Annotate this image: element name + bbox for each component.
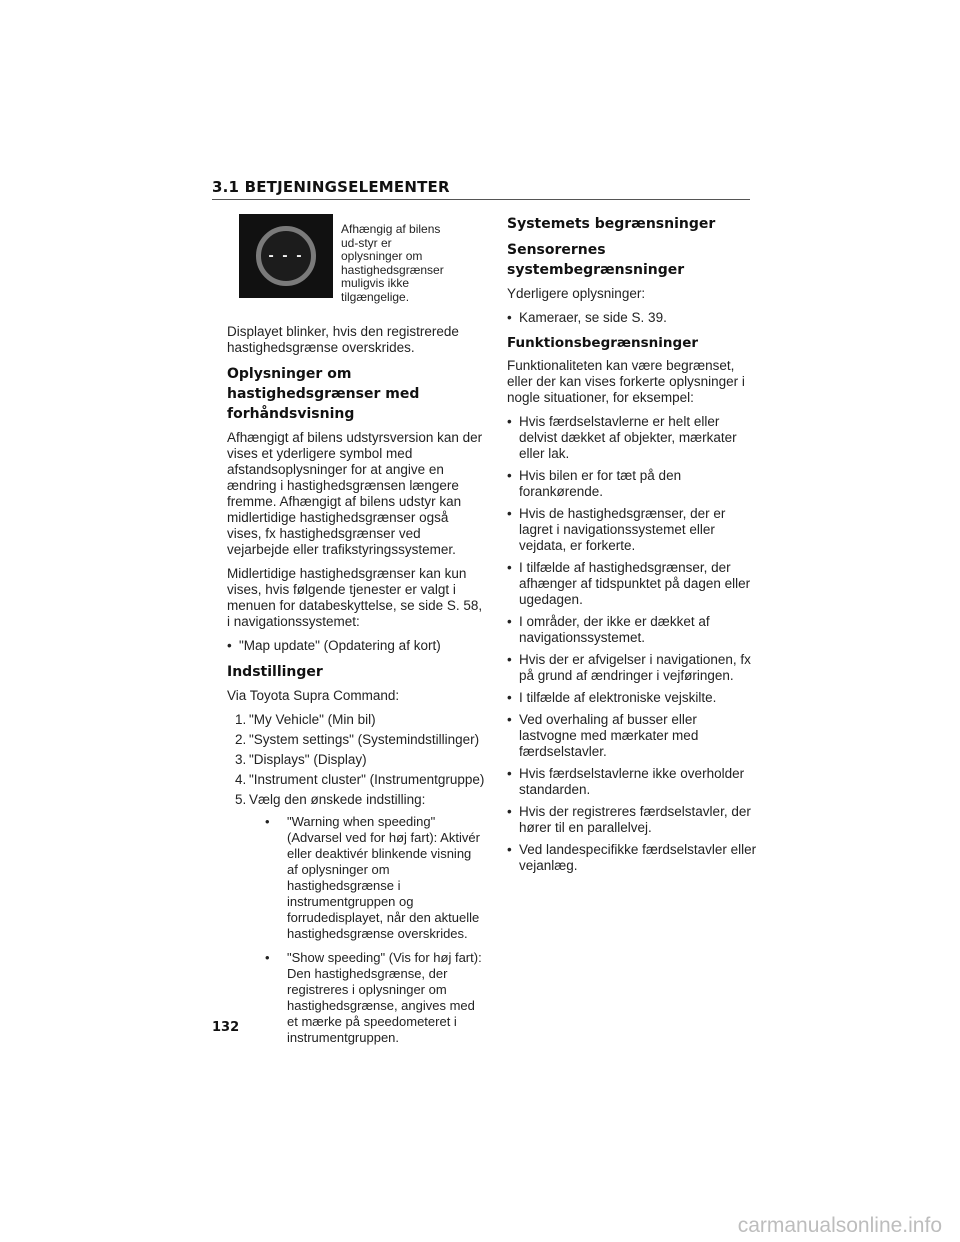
bullet-text: I områder, der ikke er dækket af navigationssystemet. bbox=[519, 614, 710, 645]
step-number: 5. bbox=[235, 792, 247, 807]
step-item bbox=[227, 752, 485, 768]
limitations-list bbox=[507, 414, 757, 874]
list-item: • I tilfælde af elektroniske vejskilte. bbox=[507, 690, 717, 705]
list-item: • Hvis færdselstavlerne er helt eller delvist dækket af objekter, mærkater eller lak. bbox=[507, 414, 737, 461]
heading-function-limits: Funktionsbegrænsninger bbox=[507, 335, 699, 351]
paragraph-more-info: Yderligere oplysninger: bbox=[507, 286, 646, 301]
list-item: • Ved landespecifikke færdselstavler eller vejanlæg. bbox=[507, 842, 757, 873]
step-text: "Instrument cluster" (Instrumentgruppe) bbox=[249, 772, 485, 787]
speed-limit-display bbox=[239, 214, 333, 298]
bullet-text: Hvis der registreres færdselstavler, der hører til en parallelvej. bbox=[519, 804, 751, 835]
list-item: • Hvis der registreres færdselstavler, der hører til en parallelvej. bbox=[507, 804, 751, 835]
bullet-text: Ved overhaling af busser eller lastvogne med mærkater med færdselstavler. bbox=[519, 712, 699, 759]
left-column bbox=[227, 214, 485, 1054]
step-text: "My Vehicle" (Min bil) bbox=[249, 712, 376, 727]
step-text: "Displays" (Display) bbox=[249, 752, 367, 767]
list-item: • I områder, der ikke er dækket af navigationssystemet. bbox=[507, 614, 710, 645]
step-item bbox=[227, 712, 485, 728]
list-item: • Hvis de hastighedsgrænser, der er lagret i navigationssystemet eller vejdata, er forkerte. bbox=[507, 506, 726, 553]
speed-limit-unavailable-icon: - - - bbox=[256, 226, 316, 286]
paragraph-temporary-limits: Midlertidige hastighedsgrænser kan kun vises, hvis følgende tjenester er valgt i menuen for databeskyttelse, se side S. 58, i navigationssystemet: bbox=[227, 566, 483, 629]
setting-options bbox=[265, 814, 485, 1046]
step-text: "System settings" (Systemindstillinger) bbox=[249, 732, 480, 747]
list-item: • Hvis færdselstavlerne ikke overholder standarden. bbox=[507, 766, 745, 797]
list-item: • Hvis der er afvigelser i navigationen, fx på grund af ændringer i vejføringen. bbox=[507, 652, 751, 683]
list-item: • Kameraer, se side S. 39. bbox=[507, 310, 667, 325]
bullet-text: I tilfælde af hastighedsgrænser, der afhænger af tidspunktet på dagen eller ugedagen. bbox=[519, 560, 751, 607]
paragraph-via: Via Toyota Supra Command: bbox=[227, 688, 400, 703]
camera-list bbox=[507, 310, 757, 326]
step-item bbox=[227, 792, 485, 1046]
right-column bbox=[507, 214, 757, 882]
heading-preview: Oplysninger om hastighedsgrænser med forhåndsvisning bbox=[227, 366, 420, 422]
bullet-text: "Map update" (Opdatering af kort) bbox=[239, 638, 441, 653]
icon-caption: Afhængig af bilens ud-styr er oplysninger om hastighedsgrænser muligvis ikke tilgængelige. bbox=[341, 222, 444, 304]
bullet-text: Hvis der er afvigelser i navigationen, fx på grund af ændringer i vejføringen. bbox=[519, 652, 751, 683]
steps-list bbox=[227, 712, 485, 1046]
heading-sensor-limits: Sensorernes systembegrænsninger bbox=[507, 242, 685, 278]
paragraph-blink: Displayet blinker, hvis den registrerede hastighedsgrænse overskrides. bbox=[227, 324, 459, 355]
option-item: • "Warning when speeding" (Advarsel ved for høj fart): Aktivér eller deaktivér blinkende visning af oplysninger om hastighedsgrænse i instrumentgruppen og forrudedisplayet, når den aktuelle hastighedsgrænse overskrides. bbox=[265, 814, 480, 941]
bullet-text: Ved landespecifikke færdselstavler eller vejanlæg. bbox=[519, 842, 757, 873]
section-title: 3.1 BETJENINGSELEMENTER bbox=[212, 178, 450, 196]
list-item: • Hvis bilen er for tæt på den forankørende. bbox=[507, 468, 682, 499]
heading-system-limits: Systemets begrænsninger bbox=[507, 216, 716, 232]
display-figure bbox=[239, 214, 485, 304]
bullet-text: I tilfælde af elektroniske vejskilte. bbox=[519, 690, 717, 705]
paragraph-preview: Afhængigt af bilens udstyrsversion kan der vises et yderligere symbol med afstandsoplysninger for at angive en ændring i hastighedsgrænsen længere fremme. Afhængigt af bilens udstyr kan midlertidige hastighedsgrænser også vises, fx hastighedsgrænser ved vejarbejde eller trafikstyringssystemer. bbox=[227, 430, 483, 557]
section-divider bbox=[212, 199, 750, 200]
list-item: • I tilfælde af hastighedsgrænser, der afhænger af tidspunktet på dagen eller ugedagen. bbox=[507, 560, 751, 607]
page-number: 132 bbox=[212, 1020, 240, 1035]
heading-settings: Indstillinger bbox=[227, 664, 323, 680]
bullet-text: Kameraer, se side S. 39. bbox=[519, 310, 667, 325]
watermark[interactable]: carmanualsonline.info bbox=[737, 1214, 942, 1237]
bullet-text: Hvis færdselstavlerne er helt eller delvist dækket af objekter, mærkater eller lak. bbox=[519, 414, 737, 461]
step-item bbox=[227, 732, 485, 748]
step-number: 2. bbox=[235, 732, 247, 747]
step-number: 4. bbox=[235, 772, 247, 787]
step-number: 1. bbox=[235, 712, 247, 727]
bullet-text: Hvis de hastighedsgrænser, der er lagret i navigationssystemet eller vejdata, er forkerte. bbox=[519, 506, 726, 553]
bullet-text: Hvis bilen er for tæt på den forankørende. bbox=[519, 468, 682, 499]
service-list bbox=[227, 638, 485, 654]
option-text: "Show speeding" (Vis for høj fart): Den hastighedsgrænse, der registreres i oplysninger om hastighedsgrænse, angives med et mærke på speedometeret i instrumentgruppen. bbox=[287, 950, 482, 1045]
list-item: • Ved overhaling af busser eller lastvogne med mærkater med færdselstavler. bbox=[507, 712, 699, 759]
list-item: • "Map update" (Opdatering af kort) bbox=[227, 638, 441, 653]
bullet-text: Hvis færdselstavlerne ikke overholder standarden. bbox=[519, 766, 745, 797]
step-text: Vælg den ønskede indstilling: bbox=[249, 792, 426, 807]
option-item: • "Show speeding" (Vis for høj fart): Den hastighedsgrænse, der registreres i oplysninger om hastighedsgrænse, angives med et mærke på speedometeret i instrumentgruppen. bbox=[265, 950, 482, 1045]
step-number: 3. bbox=[235, 752, 247, 767]
step-item bbox=[227, 772, 485, 788]
paragraph-function: Funktionaliteten kan være begrænset, eller der kan vises forkerte oplysninger i nogle situationer, for eksempel: bbox=[507, 358, 745, 405]
option-text: "Warning when speeding" (Advarsel ved for høj fart): Aktivér eller deaktivér blinkende visning af oplysninger om hastighedsgrænse i instrumentgruppen og forrudedisplayet, når den aktuelle hastighedsgrænse overskrides. bbox=[287, 814, 480, 941]
